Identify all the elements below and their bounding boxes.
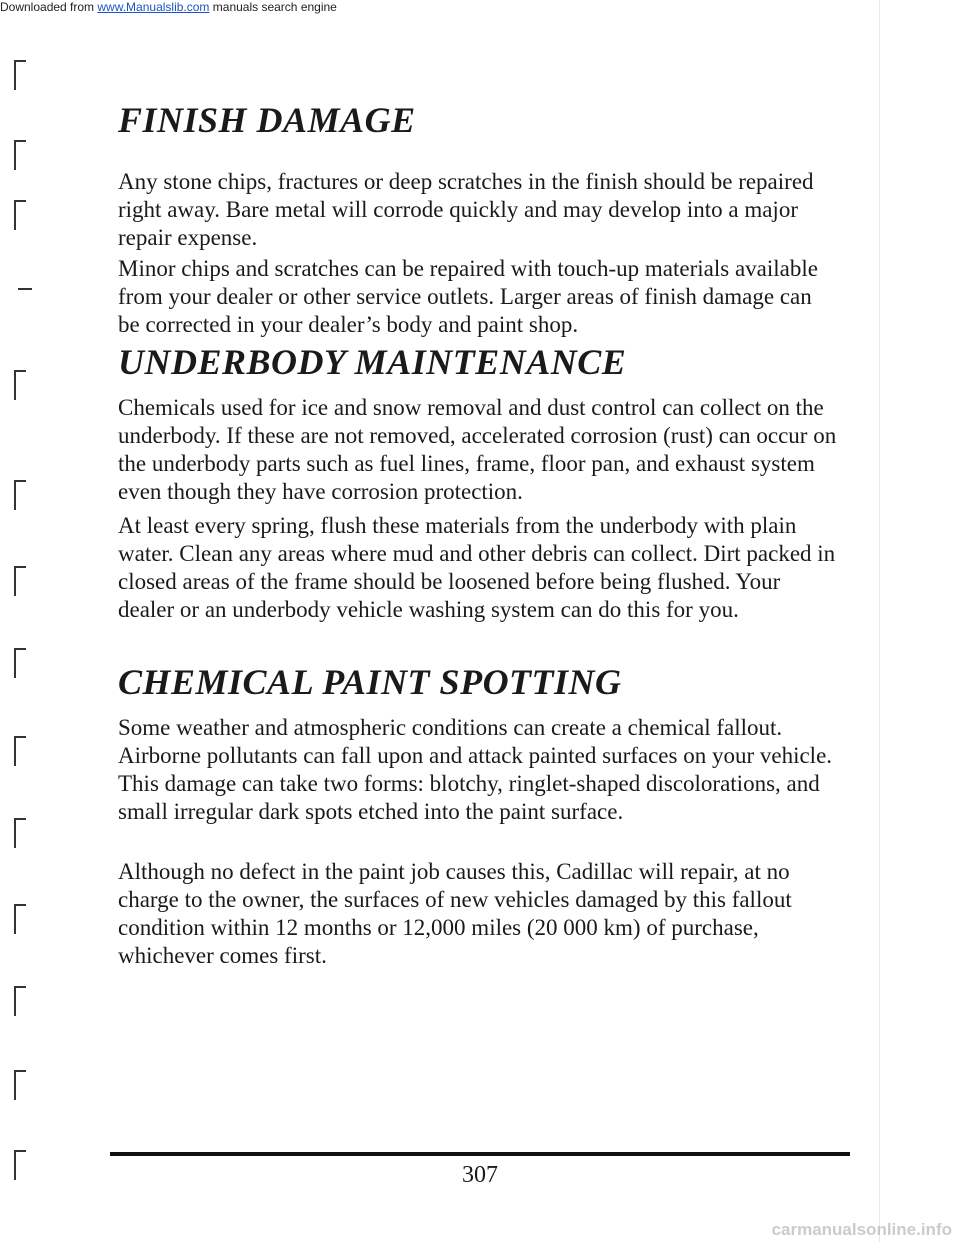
tab-mark [8,648,30,684]
tab-mark [8,1150,30,1186]
paragraph: Minor chips and scratches can be repaired with touch-up materials available from your dealer or other service outlets. Larger areas of finish damage can be corrected in your dealer’s body and paint shop. [118,256,818,337]
tab-mark [8,566,30,602]
manualslib-link[interactable]: www.Manualslib.com [97,0,210,14]
section-title-finish-damage: FINISH DAMAGE [118,100,416,140]
page-number: 307 [462,1162,498,1188]
tab-mark [8,480,30,516]
tab-mark [8,288,30,324]
section-title-underbody-maintenance: UNDERBODY MAINTENANCE [118,342,627,382]
binder-tab-marks [0,0,40,1242]
tab-mark [8,370,30,406]
download-banner [0,0,337,14]
tab-mark [8,736,30,772]
banner-prefix: Downloaded from [0,0,98,14]
tab-mark [8,200,30,236]
paragraph: Although no defect in the paint job causes this, Cadillac will repair, at no charge to the owner, the surfaces of new vehicles damaged by this fallout condition within 12 months or 12,000 miles (20 000 km) of purchase, whichever comes first. [118,859,792,968]
tab-mark [8,818,30,854]
paragraph: Chemicals used for ice and snow removal and dust control can collect on the underbody. If these are not removed, accelerated corrosion (rust) can occur on the underbody parts such as fuel lines, frame, floor pan, and exhaust system even though they have corrosion protection. [118,395,837,504]
section-title-chemical-paint-spotting: CHEMICAL PAINT SPOTTING [118,662,622,702]
banner-suffix: manuals search engine [209,0,337,14]
tab-mark [8,904,30,940]
tab-mark [8,986,30,1022]
tab-mark [8,140,30,176]
tab-mark [8,60,30,96]
paragraph: At least every spring, flush these materials from the underbody with plain water. Clean any areas where mud and other debris can collect. Dirt packed in closed areas of the frame should be loosened before being flushed. Your dealer or an underbody vehicle washing system can do this for you. [118,513,836,622]
page-edge-line [879,0,880,1242]
paragraph: Any stone chips, fractures or deep scratches in the finish should be repaired right away. Bare metal will corrode quickly and may develop into a major repair expense. [118,169,814,250]
paragraph: Some weather and atmospheric conditions can create a chemical fallout. Airborne pollutants can fall upon and attack painted surfaces on your vehicle. This damage can take two forms: blotchy, ringlet-shaped discolorations, and small irregular dark spots etched into the paint surface. [118,715,833,824]
footer-rule [110,1152,850,1156]
tab-mark [8,1070,30,1106]
footer-watermark: carmanualsonline.info [771,1220,952,1239]
